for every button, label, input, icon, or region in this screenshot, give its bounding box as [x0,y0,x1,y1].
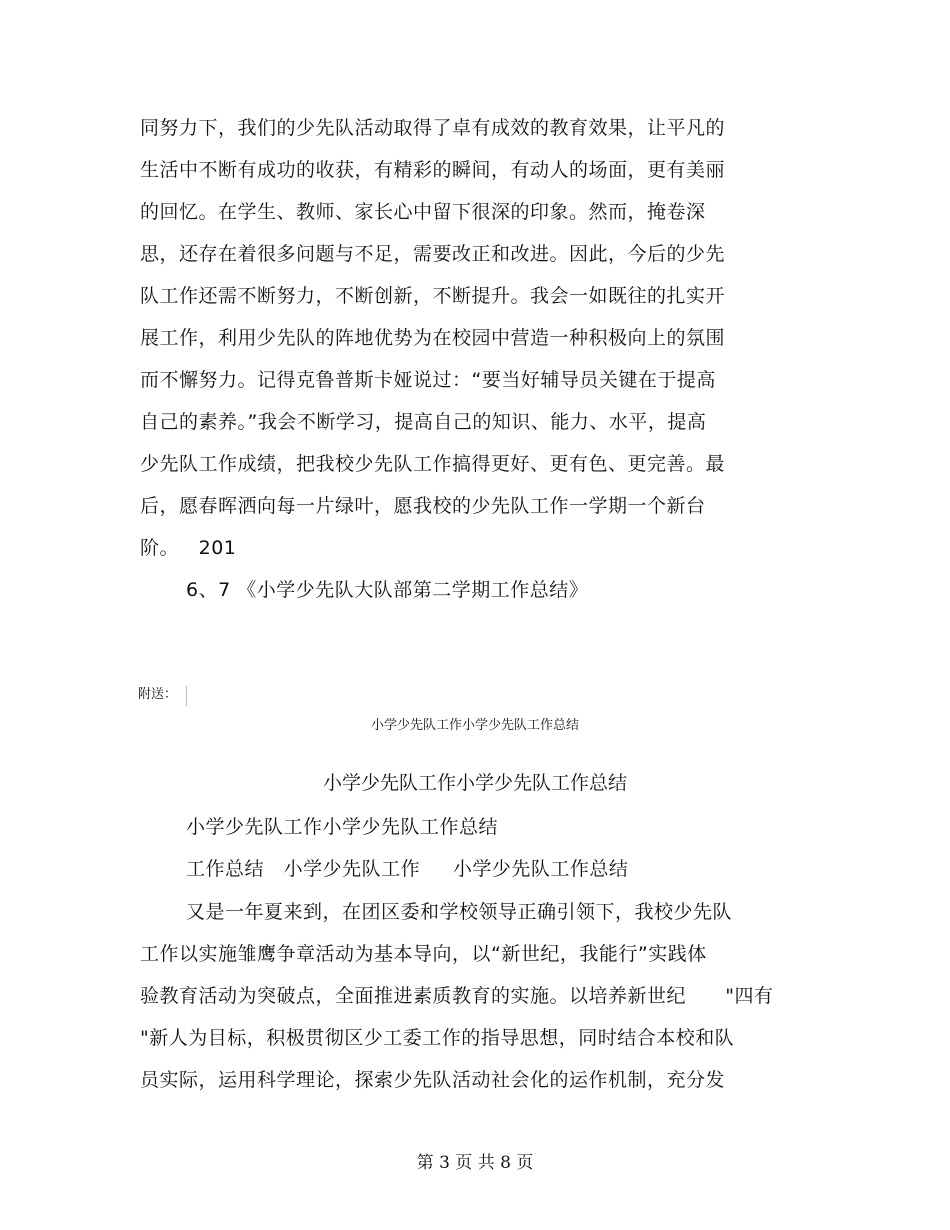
paragraph-line: 验教育活动为突破点，全面推进素质教育的实施。以培养新世纪 "四有 [140,985,774,1007]
attachment-divider [186,686,187,706]
attachment-subtitle: 小学少先队工作小学少先队工作总结 [370,718,579,733]
paragraph-line: 自己的素养。”我会不断学习，提高自己的知识、能力、水平，提高 [140,411,707,433]
paragraph-line: 思，还存在着很多问题与不足，需要改正和改进。因此，今后的少先 [140,243,726,265]
paragraph-line: 阶。 201 [140,537,237,559]
paragraph-line: 而不懈努力。记得克鲁普斯卡娅说过：“要当好辅导员关键在于提高 [140,369,716,391]
paragraph-line: "新人为目标，积极贯彻区少工委工作的指导思想，同时结合本校和队 [140,1027,735,1049]
paragraph-line: 后，愿春晖洒向每一片绿叶，愿我校的少先队工作一学期一个新台 [140,495,706,517]
attachment-label: 附送： [138,687,178,702]
main-title: 小学少先队工作小学少先队工作总结 [322,772,627,794]
paragraph-line: 工作以实施雏鹰争章活动为基本导向，以“新世纪，我能行”实践体 [140,943,707,965]
paragraph-line: 少先队工作成绩，把我校少先队工作搞得更好、更有色、更完善。最 [140,453,726,475]
section-heading: 小学少先队工作小学少先队工作总结 [186,816,499,838]
paragraph-line: 展工作，利用少先队的阵地优势为在校园中营造一种积极向上的氛围 [140,327,726,349]
paragraph-line: 员实际，运用科学理论，探索少先队活动社会化的运作机制，充分发 [140,1069,726,1091]
paragraph-line: 队工作还需不断努力，不断创新，不断提升。我会一如既往的扎实开 [140,285,726,307]
paragraph-line: 又是一年夏来到，在团区委和学校领导正确引领下，我校少先队 [186,901,733,923]
paragraph-line: 生活中不断有成功的收获，有精彩的瞬间，有动人的场面，更有美丽 [140,159,726,181]
paragraph-line: 同努力下，我们的少先队活动取得了卓有成效的教育效果，让平凡的 [140,117,726,139]
date-title: 6、7 《小学少先队大队部第二学期工作总结》 [186,579,589,601]
page-footer: 第 3 页 共 8 页 [416,1153,534,1173]
keywords-line: 工作总结 小学少先队工作 小学少先队工作总结 [186,858,629,880]
paragraph-line: 的回忆。在学生、教师、家长心中留下很深的印象。然而，掩卷深 [140,201,706,223]
